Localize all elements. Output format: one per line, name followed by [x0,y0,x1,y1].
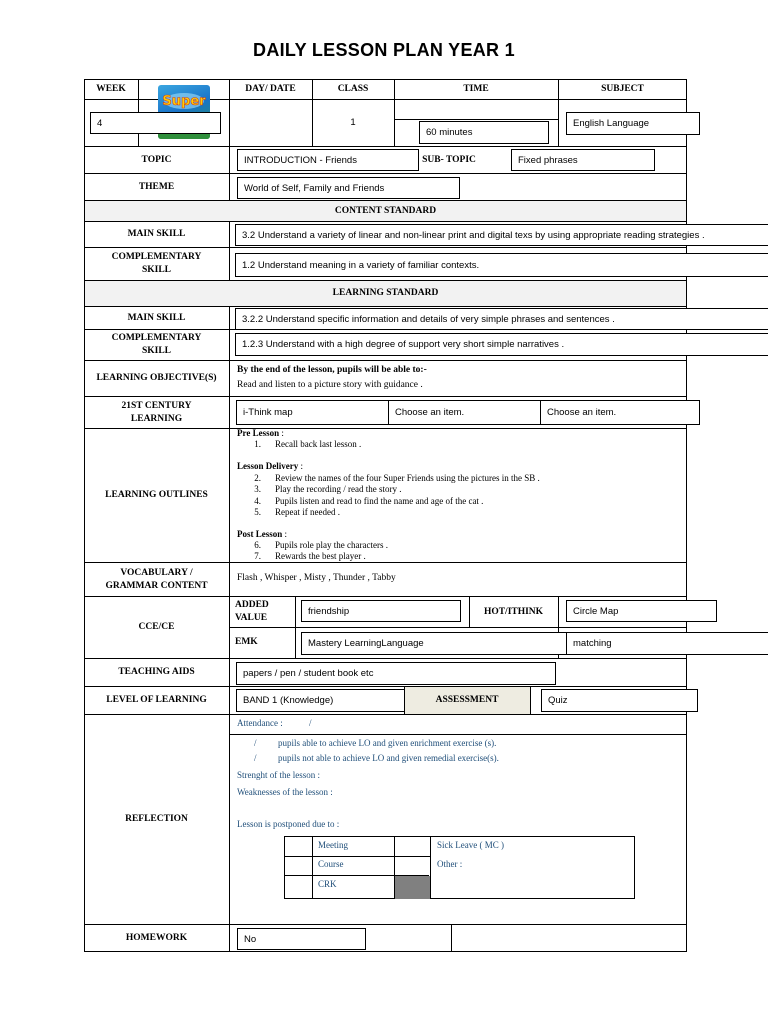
emk-field[interactable] [301,632,573,655]
delivery-heading: Lesson Delivery : [237,461,304,471]
reflection-label: REFLECTION [125,814,188,824]
outline-item [237,484,401,494]
emk-value: Mastery Learning [308,638,382,649]
vocabulary-value: Flash , Whisper , Misty , Thunder , Tabby [237,573,396,583]
homework-divider [451,924,452,952]
learning-comp-skill-label [84,330,229,360]
postponed-text: Lesson is postponed due to : [237,819,340,829]
attendance-text: Attendance : [237,718,283,728]
objectives-intro: By the end of the lesson, pupils will be able to:- [237,365,427,375]
content-comp-skill-label [84,249,229,279]
learning-main-skill-field[interactable]: 3.2.2 Understand specific information and details of very simple phrases and sentences . [235,308,768,330]
label-line: LEARNING [130,413,183,424]
label-line: VOCABULARY / [120,567,193,578]
outline-item [237,507,340,517]
week-field[interactable]: 4 [90,112,221,134]
heading-text: Post Lesson [237,529,283,539]
class-value: 1 [350,117,356,128]
theme-field[interactable]: World of Self, Family and Friends [237,177,460,199]
content-standard-heading: CONTENT STANDARD [334,205,437,216]
label-line: GRAMMAR CONTENT [105,580,208,591]
outline-item-text: Recall back last lesson . [275,439,362,449]
vocabulary-label [84,563,229,596]
outline-item [237,540,388,550]
class-label: CLASS [337,84,369,94]
subject-label: SUBJECT [601,84,644,94]
post-lesson-heading: Post Lesson : [237,529,288,539]
outline-item [237,551,366,561]
attendance-separator: / [309,718,312,728]
weakness-text: Weaknesses of the lesson : [237,787,333,797]
objectives-label: LEARNING OBJECTIVE(S) [96,373,217,383]
reasons-line [284,856,394,857]
outline-item-text: Play the recording / read the story . [275,484,402,495]
heading-text: Pre Lesson [237,428,280,438]
century-item-3[interactable]: Choose an item. [540,400,700,425]
label-line: SKILL [141,346,172,356]
objectives-text: Read and listen to a picture story with guidance . [237,380,423,390]
reasons-divider [312,836,313,899]
heading-text: Lesson Delivery [237,461,299,471]
day-date-label: DAY/ DATE [245,84,296,94]
added-value-label [235,598,275,626]
subtopic-label: SUB- TOPIC [422,154,476,165]
time-field[interactable]: 60 minutes [419,121,549,144]
assessment-label: ASSESSMENT [435,695,499,705]
reason-course: Course [318,859,344,869]
strength-text: Strenght of the lesson : [237,770,320,780]
reason-other: Other : [437,859,463,869]
matching-field[interactable]: matching [566,632,768,655]
assessment-field[interactable]: Quiz [541,689,698,712]
remedial-text: pupils not able to achieve LO and given remedial exercise(s). [278,753,499,763]
subtopic-field[interactable]: Fixed phrases [511,149,655,171]
outline-item [237,473,540,483]
outline-item [237,496,483,506]
outline-item-text: Review the names of the four Super Friends using the pictures in the SB . [275,473,540,483]
reason-sick: Sick Leave ( MC ) [437,840,504,850]
label-line: COMPLEMENTARY [111,333,202,343]
outlines-label: LEARNING OUTLINES [105,490,208,500]
row-line [229,627,687,628]
added-value-field[interactable]: friendship [301,600,461,622]
content-comp-skill-field[interactable]: 1.2 Understand meaning in a variety of familiar contexts. [235,253,768,277]
outline-item-number: 5. [254,506,261,517]
reasons-line [394,856,430,857]
reasons-divider [430,836,431,899]
outline-item-text: Repeat if needed . [275,506,340,517]
page-title: DAILY LESSON PLAN YEAR 1 [253,40,515,60]
reason-crk: CRK [318,879,337,889]
emk-label: EMK [235,637,258,647]
theme-label: THEME [138,181,175,192]
homework-field[interactable]: No [237,928,366,950]
svg-text:Super: Super [162,94,206,109]
level-field[interactable]: BAND 1 (Knowledge) [236,689,417,712]
topic-label: TOPIC [141,154,172,165]
teaching-aids-field[interactable]: papers / pen / student book etc [236,662,556,685]
reason-meeting: Meeting [318,840,348,850]
enrichment-text: pupils able to achieve LO and given enrichment exercise (s). [278,738,497,748]
century-label [84,397,229,428]
learning-comp-skill-field[interactable]: 1.2.3 Understand with a high degree of support very short simple narratives . [235,333,768,356]
cce-label: CCE/CE [138,622,175,632]
label-line: COMPLEMENTARY [111,252,202,262]
learning-main-skill-label: MAIN SKILL [127,312,186,323]
enrichment-separator: / [254,738,257,748]
label-line: ADDED [235,600,269,610]
outline-item-number: 3. [254,484,261,495]
content-main-skill-field[interactable]: 3.2 Understand a variety of linear and non-linear print and digital texs by using appropriate reading strategies . [235,224,768,246]
topic-field[interactable]: INTRODUCTION - Friends [237,149,419,171]
outline-item-number: 1. [254,439,261,449]
label-line: VALUE [235,613,268,623]
hot-label: HOT/ITHINK [483,606,544,617]
century-item-1[interactable]: i-Think map [236,400,396,425]
emk-value-2: Language [381,638,424,649]
level-divider [530,686,531,714]
content-main-skill-label: MAIN SKILL [127,229,186,239]
outline-item-text: Pupils listen and read to find the name and age of the cat . [275,495,484,506]
subject-field[interactable]: English Language [566,112,700,135]
crk-shaded-cell [395,876,430,899]
label-line: 21ST CENTURY [121,400,192,411]
teaching-aids-label: TEACHING AIDS [118,667,195,677]
week-label: WEEK [96,84,126,94]
outline-item-number: 2. [254,473,261,483]
outline-item-number: 7. [254,551,261,562]
outline-item-number: 6. [254,540,261,550]
century-item-2[interactable]: Choose an item. [388,400,548,425]
homework-label: HOMEWORK [125,933,188,943]
header-line [394,119,558,120]
learning-standard-heading: LEARNING STANDARD [332,288,439,298]
label-line: SKILL [141,265,172,275]
time-label: TIME [463,84,489,94]
row-line [84,247,687,248]
remedial-separator: / [254,753,257,763]
level-label: LEVEL OF LEARNING [106,695,207,705]
row-line [229,734,687,735]
outline-item-text: Pupils role play the characters . [275,540,388,550]
outline-item-number: 4. [254,495,261,506]
hot-field[interactable]: Circle Map [566,600,717,622]
pre-lesson-heading: Pre Lesson : [237,428,284,438]
outline-item-text: Rewards the best player . [275,551,366,562]
cce-divider [295,596,296,658]
outline-item [237,439,361,449]
